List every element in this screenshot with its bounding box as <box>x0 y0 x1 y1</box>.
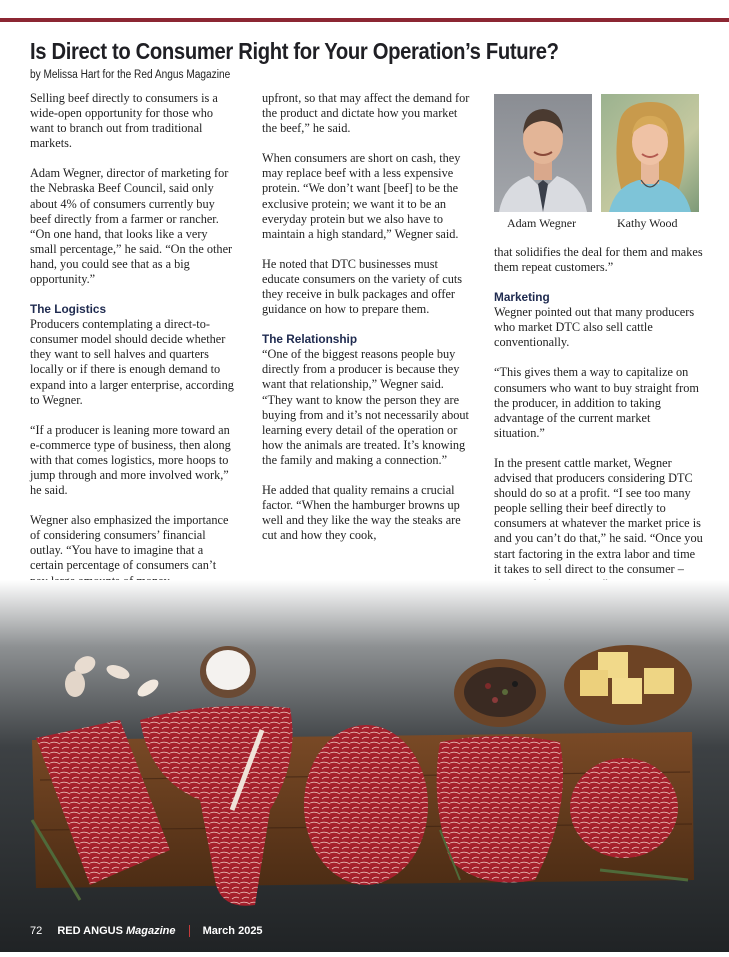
issue-date: March 2025 <box>202 925 263 938</box>
section-heading-logistics: The Logistics <box>30 302 107 317</box>
paragraph: “This gives them a way to capitalize on consumers who want to buy straight from the producer, in addition to taking advantage of the current market situation.” <box>494 365 699 440</box>
paragraph: Selling beef directly to consumers is a wide-open opportunity for those who want to branch out from traditional markets. <box>30 91 218 151</box>
paragraph: He noted that DTC businesses must educate consumers on the variety of cuts they receive in bulk packages and offer guidance on how to prepare them. <box>262 256 463 317</box>
salt-bowl <box>200 646 256 698</box>
paragraph: When consumers are short on cash, they may replace beef with a less expensive protein. “We don’t want [beef] to be the exclusive protein; we want it to be an everyday protein but we also have to maintain a high standard,” Wegner said. <box>262 151 461 241</box>
paragraph: Wegner also emphasized the importance of considering consumers’ financial outlay. “You have to imagine that a certain percentage of consumers can’t <box>30 513 229 573</box>
column-1 <box>30 91 235 604</box>
byline: by Melissa Hart for the Red Angus Magazine <box>30 69 231 81</box>
portrait-adam-wegner <box>494 94 592 212</box>
page-footer <box>30 925 263 937</box>
paragraph: “If a producer is leaning more toward an e-commerce type of business, then along with that comes logistics, more hoops to jump through and more involved work,” he said. <box>30 422 231 498</box>
paragraph: “One of the biggest reasons people buy directly from a producer is because they want that relationship,” Wegner said. “They want to know the person they are buying from and it’s not necessarily about learning every detail of the operation or how the animals are treated. It’s knowing the family and making a connection.” <box>262 347 469 467</box>
portrait-kathy-wood <box>601 94 699 212</box>
footer-divider <box>189 925 190 937</box>
magazine-script: Magazine <box>125 925 176 938</box>
paragraph: In the present cattle market, Wegner advised that producers considering DTC should do so at a profit. “I see too many people selling their beef directly to consumers at whatever the market price is and you can’t do that,” he said. “Once you start factoring in the extra labor and time it takes to sell direct to the consumer – <box>494 455 703 576</box>
paragraph: that solidifies the deal for them and makes them repeat customers.” <box>494 245 703 275</box>
peppercorn-bowl <box>454 659 546 727</box>
paragraph: Adam Wegner, director of marketing for the Nebraska Beef Council, said only about 4% of consumers currently buy beef directly from a farmer or rancher. “On one hand, that looks like a very small percentage,” he said. “On the other hand, you could see that as a big opportunity.” <box>30 166 233 287</box>
paragraph: Wegner pointed out that many producers who market DTC also sell cattle conventionally. <box>494 305 695 350</box>
column-2 <box>262 91 472 558</box>
paragraph: He added that quality remains a crucial factor. “When the hamburger browns up well and they like the way the steaks are cut and how they cook, <box>262 482 461 543</box>
magazine-name: RED ANGUS <box>57 925 123 938</box>
page-number: 72 <box>30 925 43 938</box>
top-accent-bar <box>0 18 729 22</box>
paragraph: upfront, so that may affect the demand for the product and dictate how you market the beef,” he said. <box>262 91 470 136</box>
section-heading-relationship: The Relationship <box>262 332 358 347</box>
photo-caption: Adam Wegner <box>507 216 577 230</box>
photo-caption: Kathy Wood <box>617 216 678 230</box>
section-heading-marketing: Marketing <box>494 290 550 305</box>
article-title: Is Direct to Consumer Right for Your Operation’s Future? <box>30 38 559 64</box>
column-3 <box>494 245 704 607</box>
paragraph: Producers contemplating a direct-to-consumer model should decide whether they want to sell halves and quarters locally or if there is enough demand to expand into a larger enterprise, according to Wegner. <box>30 317 234 407</box>
butter-bowl <box>564 645 692 725</box>
beef-cuts-photo <box>0 580 729 952</box>
